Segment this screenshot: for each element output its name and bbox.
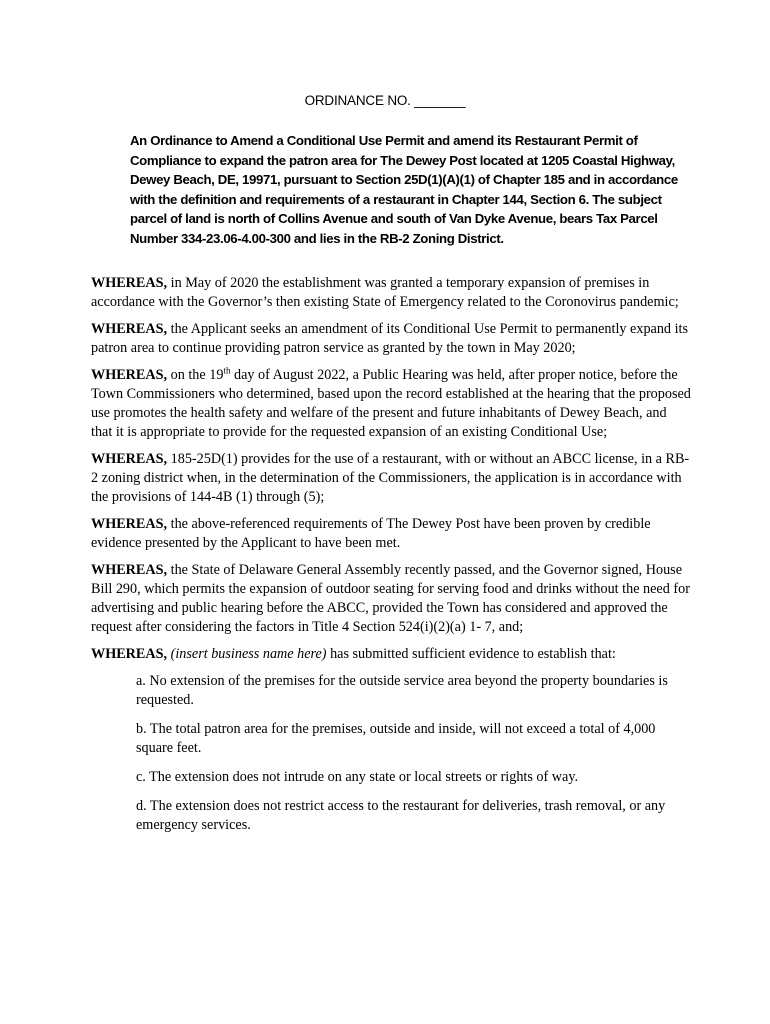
business-name-placeholder: (insert business name here) — [170, 646, 327, 662]
whereas-paragraph-4 — [91, 450, 691, 507]
paragraph-text-post: day of August 2022, a Public Hearing was held, after proper notice, before the Town Commissioners who determined, based upon the record established at the hearing that the proposed use promotes the health safety and welfare of the present and future inhabitants of Dewey Beach, and that it is appropriate to provide for the requested expansion of an existing Conditional Use; — [91, 367, 691, 440]
whereas-label: WHEREAS, — [91, 275, 168, 291]
whereas-paragraph-1 — [91, 274, 691, 312]
document-body — [91, 274, 691, 845]
whereas-label: WHEREAS, — [91, 451, 168, 467]
paragraph-text: in May of 2020 the establishment was granted a temporary expansion of premises in accordance with the Governor’s then existing State of Emergency related to the Coronovirus pandemic; — [91, 275, 679, 310]
list-item: c. The extension does not intrude on any state or local streets or rights of way. — [136, 769, 579, 785]
ordinance-subject: An Ordinance to Amend a Conditional Use Permit and amend its Restaurant Permit of Compliance to expand the patron area for The Dewey Post located at 1205 Coastal Highway, Dewey Beach, DE, 19971, pursuant to Section 25D(1)(A)(1) of Chapter 185 and in accordance with the definition and requirements of a restaurant in Chapter 144, Section 6. The subject parcel of land is north of Collins Avenue and south of Van Dyke Avenue, bears Tax Parcel Number 334-23.06-4.00-300 and lies in the RB-2 Zoning District. — [130, 133, 678, 246]
whereas-paragraph-2 — [91, 320, 691, 358]
whereas-label: WHEREAS, — [91, 562, 168, 578]
whereas-paragraph-3 — [91, 366, 691, 442]
whereas-label: WHEREAS, — [91, 367, 168, 383]
whereas-paragraph-6 — [91, 561, 691, 637]
list-item: d. The extension does not restrict access to the restaurant for deliveries, trash removal, or any emergency services. — [136, 798, 666, 833]
whereas-label: WHEREAS, — [91, 321, 168, 337]
list-item: a. No extension of the premises for the outside service area beyond the property boundaries is requested. — [136, 673, 668, 708]
whereas-label: WHEREAS, — [91, 646, 168, 662]
list-item: b. The total patron area for the premises, outside and inside, will not exceed a total of 4,000 square feet. — [136, 721, 656, 756]
ordinal-superscript: th — [223, 365, 231, 376]
whereas-label: WHEREAS, — [91, 516, 168, 532]
paragraph-text-pre: on the 19 — [170, 367, 224, 383]
paragraph-text: the Applicant seeks an amendment of its Conditional Use Permit to permanently expand its patron area to continue providing patron service as granted by the town in May 2020; — [91, 321, 688, 356]
ordinance-title: ORDINANCE NO. _______ — [304, 93, 466, 108]
requirements-list — [136, 672, 676, 835]
paragraph-text: the State of Delaware General Assembly recently passed, and the Governor signed, House Bill 290, which permits the expansion of outdoor seating for serving food and drinks without the need for advertising and public hearing before the ABCC, provided the Town has considered and approved the request after considering the factors in Title 4 Section 524(i)(2)(a) 1- 7, and; — [91, 562, 690, 635]
paragraph-text-post: has submitted sufficient evidence to establish that: — [326, 646, 616, 662]
whereas-paragraph-5 — [91, 515, 691, 553]
whereas-paragraph-7 — [91, 645, 691, 664]
paragraph-text: the above-referenced requirements of The Dewey Post have been proven by credible evidence presented by the Applicant to have been met. — [91, 516, 651, 551]
paragraph-text: 185-25D(1) provides for the use of a restaurant, with or without an ABCC license, in a RB-2 zoning district when, in the determination of the Commissioners, the application is in accordance with the provisions of 144-4B (1) through (5); — [91, 451, 690, 505]
